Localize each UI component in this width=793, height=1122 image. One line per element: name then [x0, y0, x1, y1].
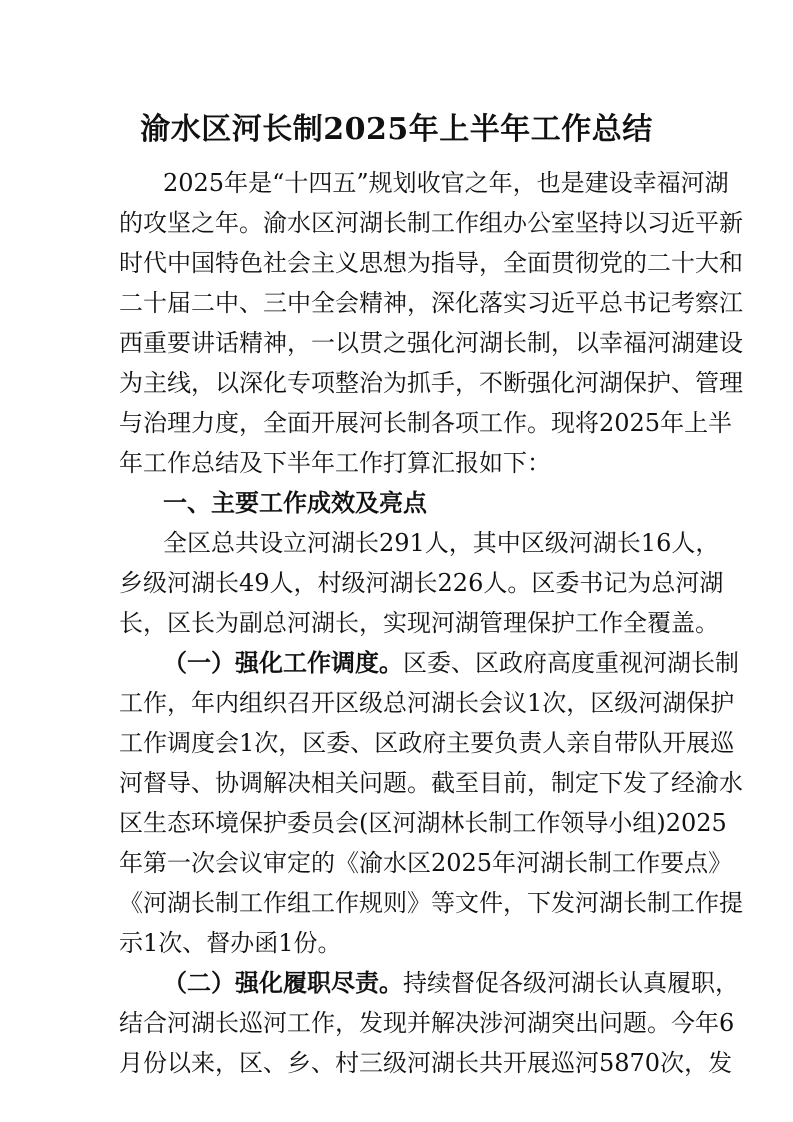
paragraph-line: 二十届二中、三中全会精神，深化落实习近平总书记考察江 [119, 289, 743, 317]
paragraph-line: 2025年是“十四五”规划收官之年，也是建设幸福河湖 [163, 169, 729, 197]
paragraph-line: 示1次、督办函1份。 [119, 929, 342, 957]
paragraph-line: 结合河湖长巡河工作，发现并解决涉河湖突出问题。今年6 [119, 1009, 735, 1037]
paragraph-line: 乡级河湖长49人，村级河湖长226人。区委书记为总河湖 [119, 569, 724, 597]
subsection-heading: （一）强化工作调度。 [163, 649, 403, 677]
paragraph-line: 河督导、协调解决相关问题。截至目前，制定下发了经渝水 [119, 769, 743, 797]
subsection-first-line [163, 968, 739, 998]
paragraph-line: 全区总共设立河湖长291人，其中区级河湖长16人， [163, 529, 720, 557]
paragraph-line: 工作，年内组织召开区级总河湖长会议1次，区级河湖保护 [119, 689, 735, 717]
paragraph-line: 长，区长为副总河湖长，实现河湖管理保护工作全覆盖。 [119, 609, 719, 637]
paragraph-line: 的攻坚之年。渝水区河湖长制工作组办公室坚持以习近平新 [119, 209, 743, 237]
paragraph-line: 区生态环境保护委员会(区河湖林长制工作领导小组)2025 [119, 809, 727, 837]
paragraph-line: 年第一次会议审定的《渝水区2025年河湖长制工作要点》 [119, 849, 733, 877]
subsection-heading: （二）强化履职尽责。 [163, 969, 403, 997]
paragraph-line: 时代中国特色社会主义思想为指导，全面贯彻党的二十大和 [119, 249, 743, 277]
paragraph-line: 《河湖长制工作组工作规则》等文件，下发河湖长制工作提 [119, 889, 743, 917]
paragraph-line: 西重要讲话精神，一以贯之强化河湖长制，以幸福河湖建设 [119, 329, 743, 357]
paragraph-line: 月份以来，区、乡、村三级河湖长共开展巡河5870次，发 [119, 1049, 733, 1077]
paragraph-line: 年工作总结及下半年工作打算汇报如下： [119, 449, 551, 477]
paragraph-line: 工作调度会1次，区委、区政府主要负责人亲自带队开展巡 [119, 729, 735, 757]
paragraph-text: 区委、区政府高度重视河湖长制 [403, 649, 739, 677]
paragraph-line: 与治理力度，全面开展河长制各项工作。现将2025年上半 [119, 409, 733, 437]
paragraph-text: 持续督促各级河湖长认真履职， [403, 969, 739, 997]
subsection-first-line [163, 648, 739, 678]
document-title: 渝水区河长制2025年上半年工作总结 [140, 112, 653, 147]
section-heading: 一、主要工作成效及亮点 [163, 489, 427, 517]
paragraph-line: 为主线，以深化专项整治为抓手，不断强化河湖保护、管理 [119, 369, 743, 397]
